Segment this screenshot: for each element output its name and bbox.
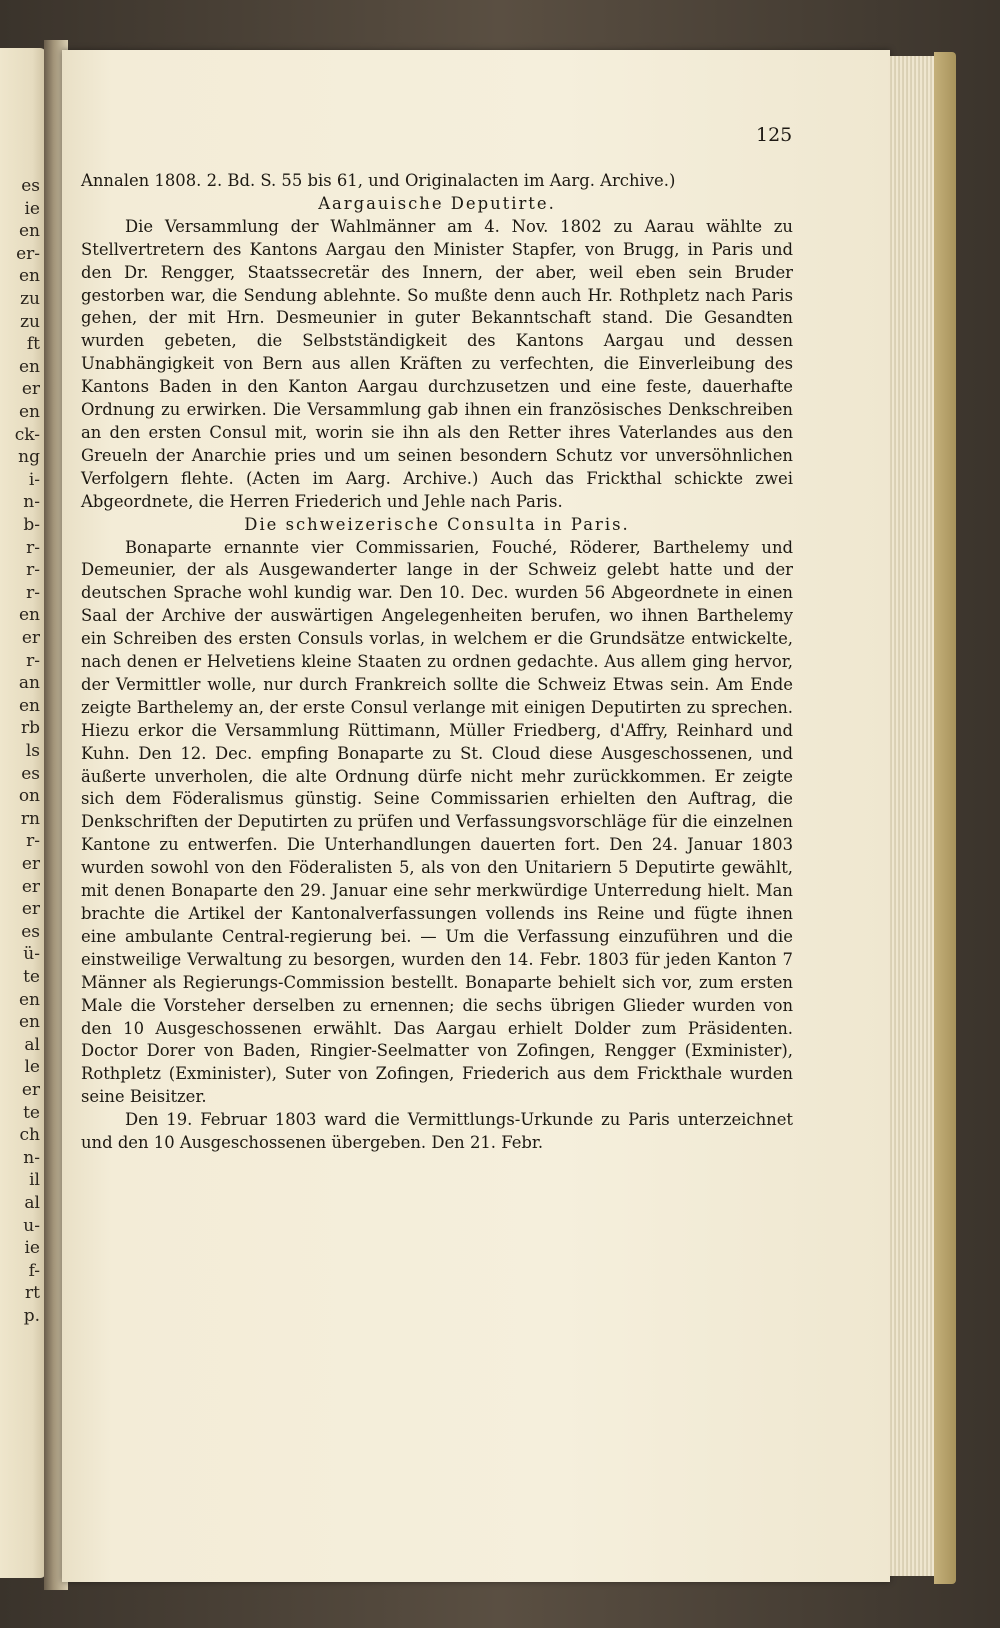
page-edges <box>888 56 939 1576</box>
left-page-fragment: rt <box>25 1283 40 1304</box>
left-page-fragment: er <box>21 628 40 648</box>
left-page-fragment: zu <box>20 311 40 332</box>
left-page-fragment: i- <box>28 469 40 490</box>
left-page-fragment: u- <box>23 1215 40 1236</box>
left-page-fragment: ie <box>24 1238 40 1259</box>
paragraph-citation: Annalen 1808. 2. Bd. S. 55 bis 61, und Originalacten im Aarg. Archive.) <box>81 171 676 190</box>
left-page-fragment: er <box>21 379 40 400</box>
left-page-fragment: te <box>23 1102 40 1123</box>
left-page-fragment: rn <box>20 808 40 829</box>
left-page-fragment: en <box>18 402 40 422</box>
body-text <box>81 170 793 1155</box>
paragraph: Den 19. Februar 1803 ward die Vermittlungs-Urkunde zu Paris unterzeichnet und den 10 Ausgeschossenen übergeben. Den 21. Febr. <box>81 1110 793 1153</box>
paragraph: Bonaparte ernannte vier Commissarien, Fouché, Röderer, Barthelemy und Demeunier, der als Ausgewanderter lange in der Schweiz gelebt hatte und der deutschen Sprache wohl kundig war. Den 10. Dec. wurden 56 Abgeordnete in einen Saal der Archive der auswärtigen Angelegenheiten berufen, wo ihnen Barthelemy ein Schreiben des ersten Consuls vorlas, in welchem er die Grundsätze entwickelte, nach denen er Helvetiens kleine Staaten zu ordnen gedachte. Aus allem ging hervor, der Vermittler wolle, nur durch Frankreich sollte die Schweiz Etwas sein. Am Ende zeigte Barthelemy an, der erste Consul verlange mit einigen Deputirten zu sprechen. Hiezu erkor die Versammlung Rüttimann, Müller Friedberg, d'Affry, Reinhard und Kuhn. Den 12. Dec. empfing Bonaparte zu St. Cloud diese Ausgeschossenen, und äußerte unverholen, die alte Ordnung dürfe nicht mehr zurückkommen. Er zeigte sich dem Föderalismus günstig. Seine Commissarien erhielten den Auftrag, die Denkschriften der Deputirten zu prüfen und Verfassungsvorschläge für die einzelnen Kantone zu entwerfen. Die Unterhandlungen dauerten fort. Den 24. Januar 1803 wurden sowohl von den Föderalisten 5, als von den Unitariern 5 Deputirte gewählt, mit denen Bonaparte den 29. Januar eine sehr merkwürdige Unterredung hielt. Man brachte die Artikel der Kantonalverfassungen vollends ins Reine und fügte ihnen eine ambulante Central-regierung bei. — Um die Verfassung einzuführen und die einstweilige Verwaltung zu besorgen, wurden den 14. Febr. 1803 für jeden Kanton 7 Männer als Regierungs-Commission bestellt. Bonaparte behielt sich vor, zum ersten Male die Vorsteher derselben zu ernennen; die sechs übrigen Glieder wurden von den 10 Ausgeschossenen erwählt. Das Aargau erhielt Dolder zum Präsidenten. Doctor Dorer von Baden, Ringier-Seelmatter von Zofingen, Rengger (Exminister), Rothpletz (Exminister), Suter von Zofingen, Friederich aus dem Frickthale wurden seine Beisitzer. <box>81 537 793 1107</box>
left-page-fragment: en <box>18 266 40 287</box>
left-page-fragment: f- <box>28 1260 40 1281</box>
left-page-fragment: en <box>18 605 40 626</box>
left-page-fragment: le <box>24 1057 40 1078</box>
paragraph: Die Versammlung der Wahlmänner am 4. Nov. 1802 zu Aarau wählte zu Stellvertretern des Kantons Aargau den Minister Stapfer, von Brugg, in Paris und den Dr. Rengger, Staatssecretär des Innern, der aber, weil eben sein Bruder gestorben war, die Sendung ablehnte. So mußte denn auch Hr. Rothpletz nach Paris gehen, der mit Hrn. Desmeunier in guter Bekanntschaft stand. Die Gesandten wurden gebeten, die Selbstständigkeit des Kantons Aargau und dessen Unabhängigkeit von Bern aus allen Kräften zu verfechten, die Einverleibung des Kantons Baden in den Kanton Aargau durchzusetzen und eine feste, dauerhafte Ordnung zu erwirken. Die Versammlung gab ihnen ein französisches Denkschreiben an den ersten Consul mit, worin sie ihn als den Retter ihres Vaterlandes aus den Greueln der Anarchie pries und um seinen besondern Schutz vor unversöhnlichen Verfolgern flehte. (Acten im Aarg. Archive.) Auch das Frickthal schickte zwei Abgeordnete, die Herren Friederich und Jehle nach Paris. <box>81 216 793 511</box>
cover-edge <box>934 52 956 1584</box>
left-page-fragment: r- <box>26 831 40 852</box>
left-page-fragment: il <box>29 1170 40 1191</box>
left-page-fragment: en <box>18 989 40 1010</box>
left-page-fragment: ft <box>26 334 40 355</box>
left-page-fragment: al <box>24 1034 40 1055</box>
left-page-fragment: er <box>21 899 40 920</box>
left-page-fragment: rb <box>20 718 40 739</box>
left-page-fragment: ie <box>24 198 40 219</box>
left-page-fragment: ls <box>25 741 40 761</box>
left-page-fragment: n- <box>23 492 40 513</box>
left-page-fragment: r- <box>26 650 40 671</box>
left-page-fragment: zu <box>20 289 40 309</box>
left-page-fragment: en <box>18 1012 40 1033</box>
left-page-fragment: al <box>24 1193 40 1213</box>
left-page-fragment: ü- <box>23 944 40 965</box>
left-page-fragment: er <box>21 876 40 897</box>
left-page-fragment: r- <box>26 537 40 558</box>
left-page-fragment: es <box>21 763 40 784</box>
left-page-fragment: b- <box>23 515 40 535</box>
left-page-fragment: r- <box>26 560 40 581</box>
left-page-fragment: en <box>18 221 40 242</box>
section-heading: Aargauische Deputirte. <box>318 193 556 213</box>
left-page-fragment: er- <box>16 243 40 264</box>
left-page-fragment: te <box>23 967 40 987</box>
left-page-fragment: es <box>21 921 40 942</box>
page-number: 125 <box>756 124 793 146</box>
left-page-fragment: ch <box>19 1125 40 1146</box>
left-page-fragment: n- <box>23 1147 40 1168</box>
left-page-fragment: r- <box>26 582 40 603</box>
left-page-fragment: en <box>18 695 40 716</box>
left-page-fragment: p. <box>23 1306 40 1326</box>
left-page-fragment: ck- <box>14 424 40 445</box>
left-page-fragment: an <box>18 673 40 694</box>
previous-page-edge <box>0 48 46 1578</box>
section-heading: Die schweizerische Consulta in Paris. <box>244 514 630 534</box>
left-page-fragment: es <box>21 176 40 196</box>
left-page-fragment: en <box>18 356 40 377</box>
left-page-fragment: er <box>21 1080 40 1100</box>
left-page-fragment: er <box>21 854 40 874</box>
left-page-fragment: ng <box>18 447 40 468</box>
left-page-fragment: on <box>18 786 40 807</box>
